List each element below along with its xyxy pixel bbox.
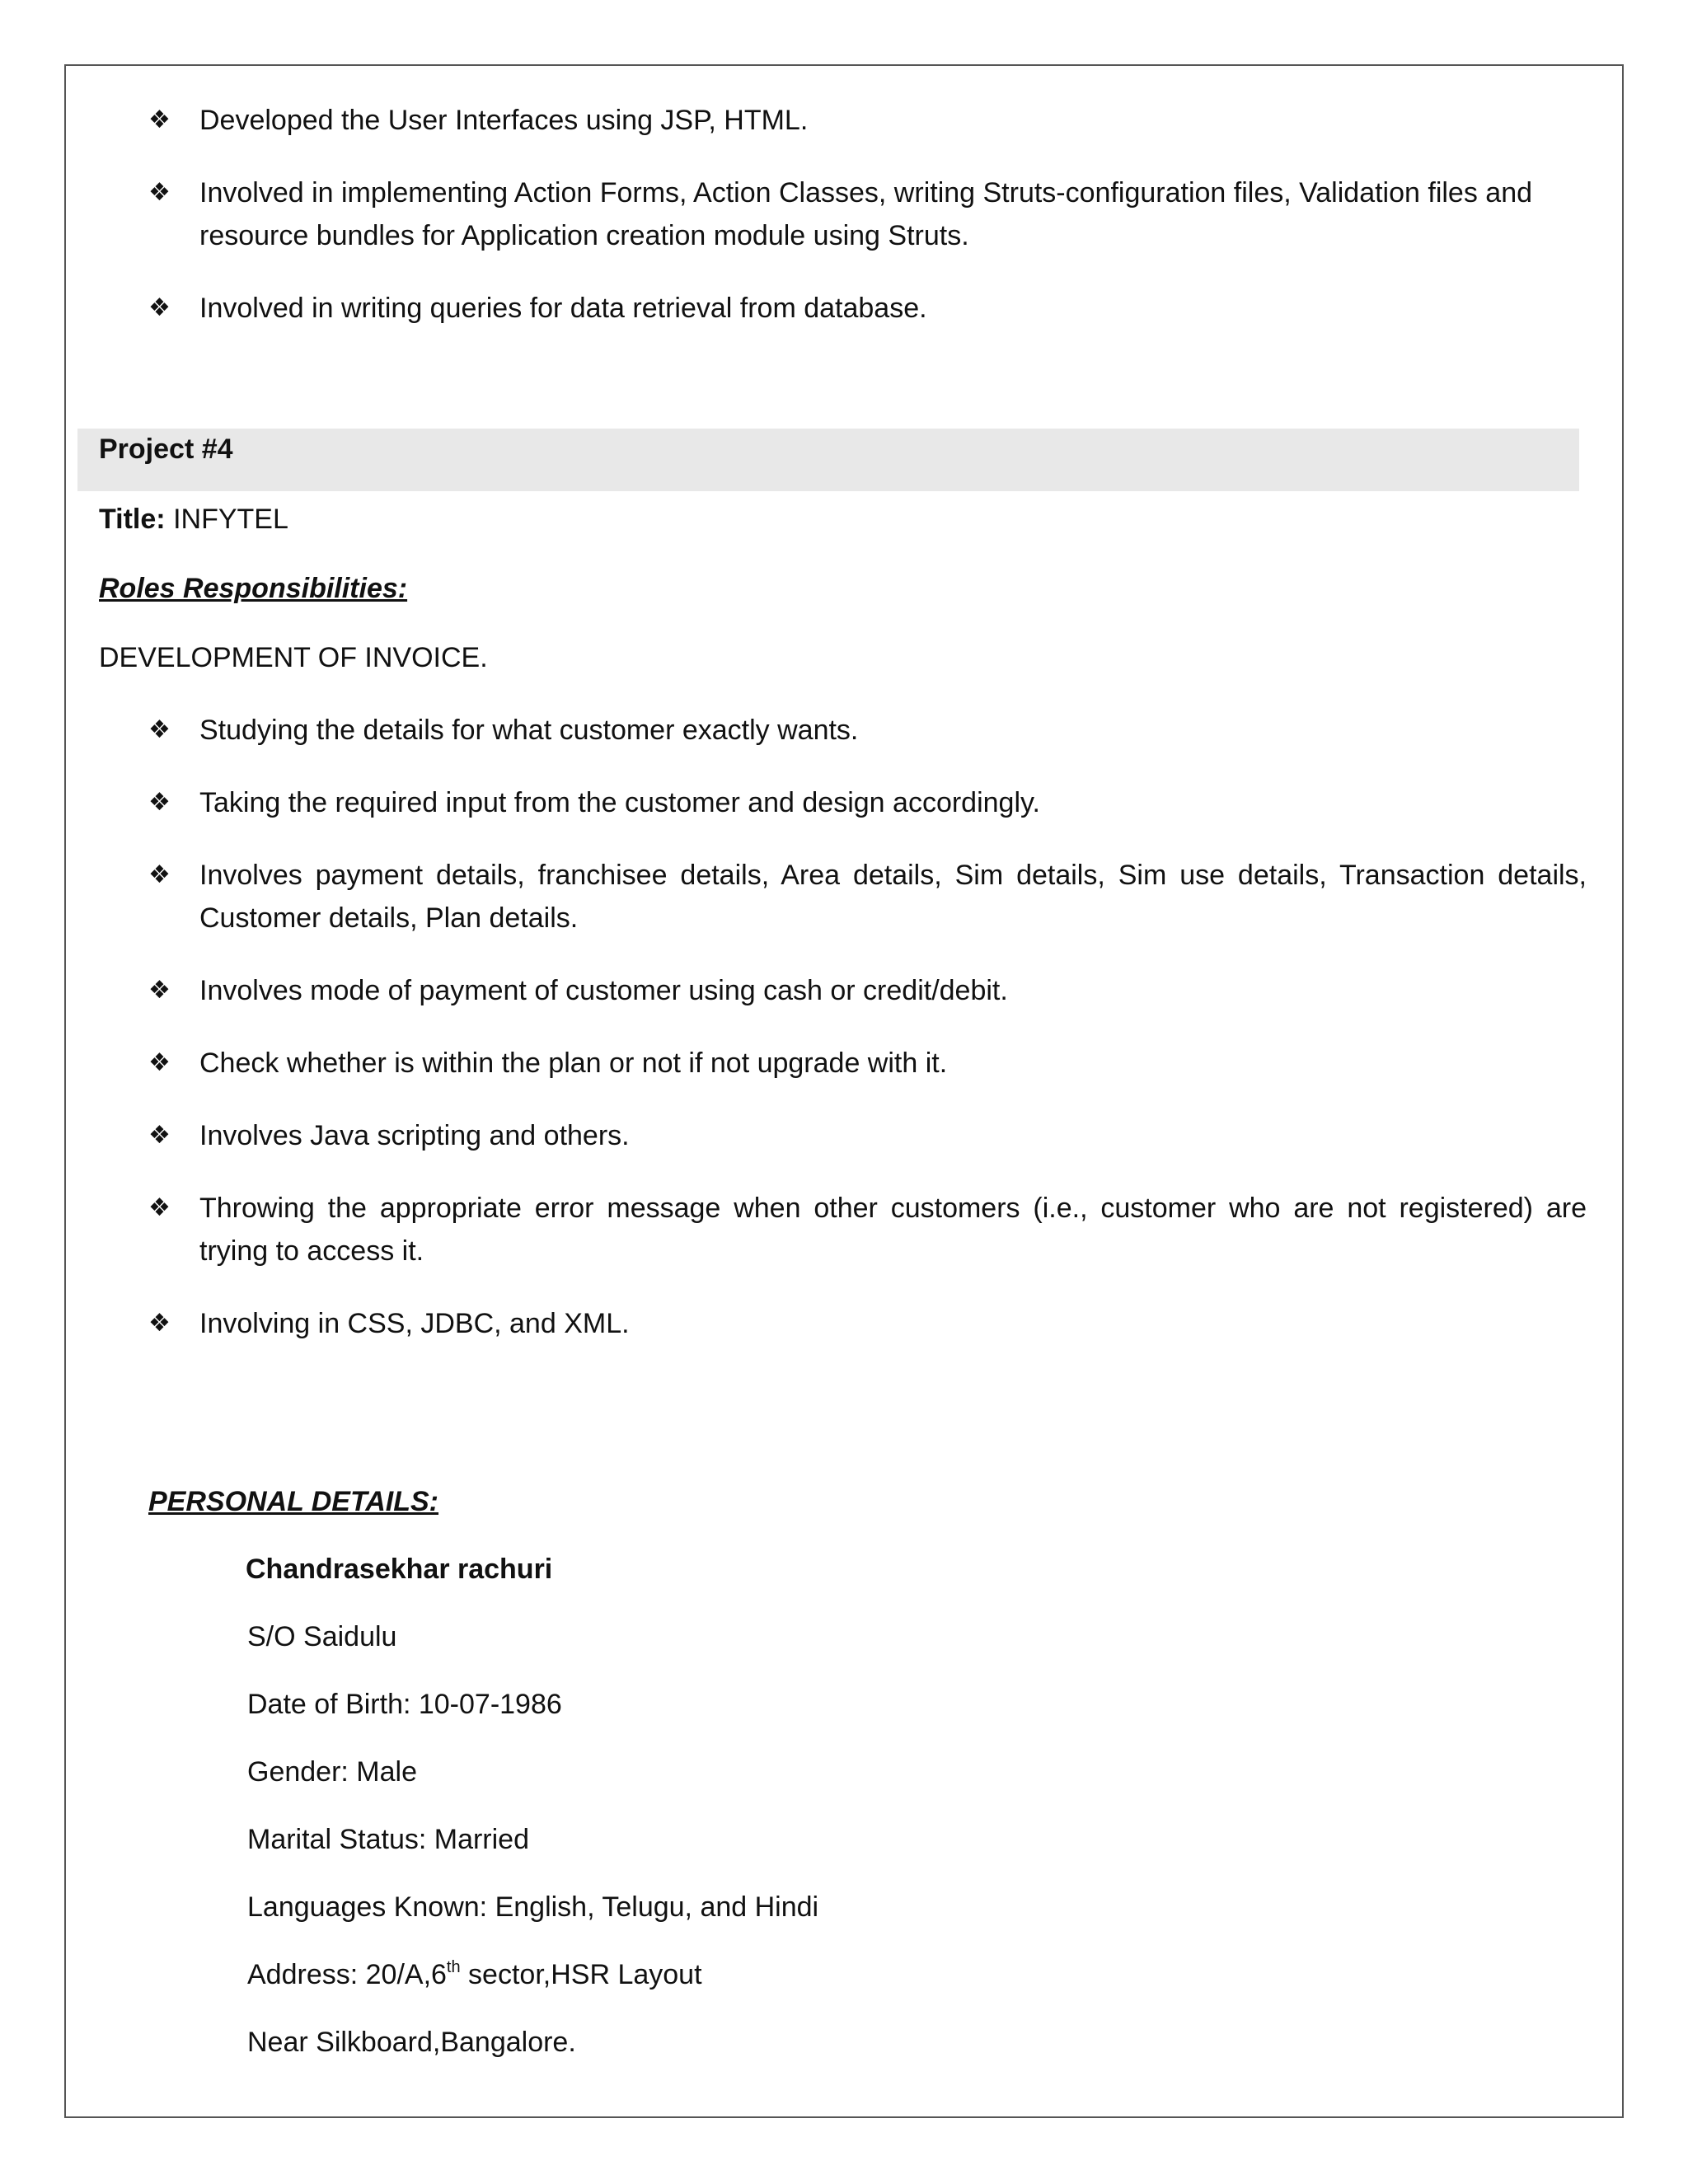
project-subheading: DEVELOPMENT OF INVOICE.: [99, 642, 488, 673]
four-diamond-bullet-icon: ❖: [148, 105, 171, 134]
project-bullets: [148, 709, 1587, 1345]
project-title-label: Title:: [99, 504, 166, 535]
personal-languages: Languages Known: English, Telugu, and Hindi: [247, 1891, 819, 1923]
four-diamond-bullet-icon: ❖: [148, 788, 171, 817]
personal-parent: S/O Saidulu: [247, 1621, 397, 1652]
four-diamond-bullet-icon: ❖: [148, 1048, 171, 1077]
list-item: ❖ Involves Java scripting and others.: [148, 1114, 1587, 1157]
list-item: ❖ Taking the required input from the customer and design accordingly.: [148, 781, 1587, 824]
four-diamond-bullet-icon: ❖: [148, 1193, 171, 1222]
four-diamond-bullet-icon: ❖: [148, 976, 171, 1005]
list-item: ❖ Involved in writing queries for data retrieval from database.: [148, 287, 1587, 330]
roles-heading: Roles Responsibilities:: [99, 573, 408, 604]
list-item: ❖ Check whether is within the plan or not if not upgrade with it.: [148, 1042, 1587, 1085]
list-item: ❖ Involved in implementing Action Forms, Action Classes, writing Struts-configuration files, Validation files and resource bundles for Application creation module using Struts.: [148, 171, 1587, 257]
project-heading-bar: [77, 429, 1579, 491]
personal-address: Address: 20/A,6th sector,HSR Layout: [247, 1958, 702, 1990]
personal-name: Chandrasekhar rachuri: [246, 1554, 553, 1585]
four-diamond-bullet-icon: ❖: [148, 860, 171, 889]
personal-gender: Gender: Male: [247, 1756, 417, 1788]
four-diamond-bullet-icon: ❖: [148, 178, 171, 207]
personal-address-line2: Near Silkboard,Bangalore.: [247, 2027, 576, 2058]
list-item: ❖ Developed the User Interfaces using JSP, HTML.: [148, 99, 1587, 142]
list-item: ❖ Throwing the appropriate error message when other customers (i.e., customer who are not registered) are trying to access it.: [148, 1187, 1587, 1272]
list-item: ❖ Studying the details for what customer exactly wants.: [148, 709, 1587, 752]
project-heading: Project #4: [99, 434, 233, 465]
personal-details-heading: PERSONAL DETAILS:: [148, 1486, 438, 1517]
personal-marital-status: Marital Status: Married: [247, 1824, 529, 1855]
project-title-value: INFYTEL: [173, 504, 288, 535]
previous-project-bullets: [148, 99, 1587, 330]
list-item: ❖ Involves mode of payment of customer using cash or credit/debit.: [148, 969, 1587, 1012]
four-diamond-bullet-icon: ❖: [148, 293, 171, 322]
four-diamond-bullet-icon: ❖: [148, 1309, 171, 1338]
list-item: ❖ Involving in CSS, JDBC, and XML.: [148, 1302, 1587, 1345]
list-item: ❖ Involves payment details, franchisee details, Area details, Sim details, Sim use details, Transaction details, Customer details, Plan details.: [148, 854, 1587, 940]
personal-dob: Date of Birth: 10-07-1986: [247, 1689, 562, 1720]
four-diamond-bullet-icon: ❖: [148, 1121, 171, 1150]
project-title: [99, 498, 288, 541]
four-diamond-bullet-icon: ❖: [148, 715, 171, 744]
